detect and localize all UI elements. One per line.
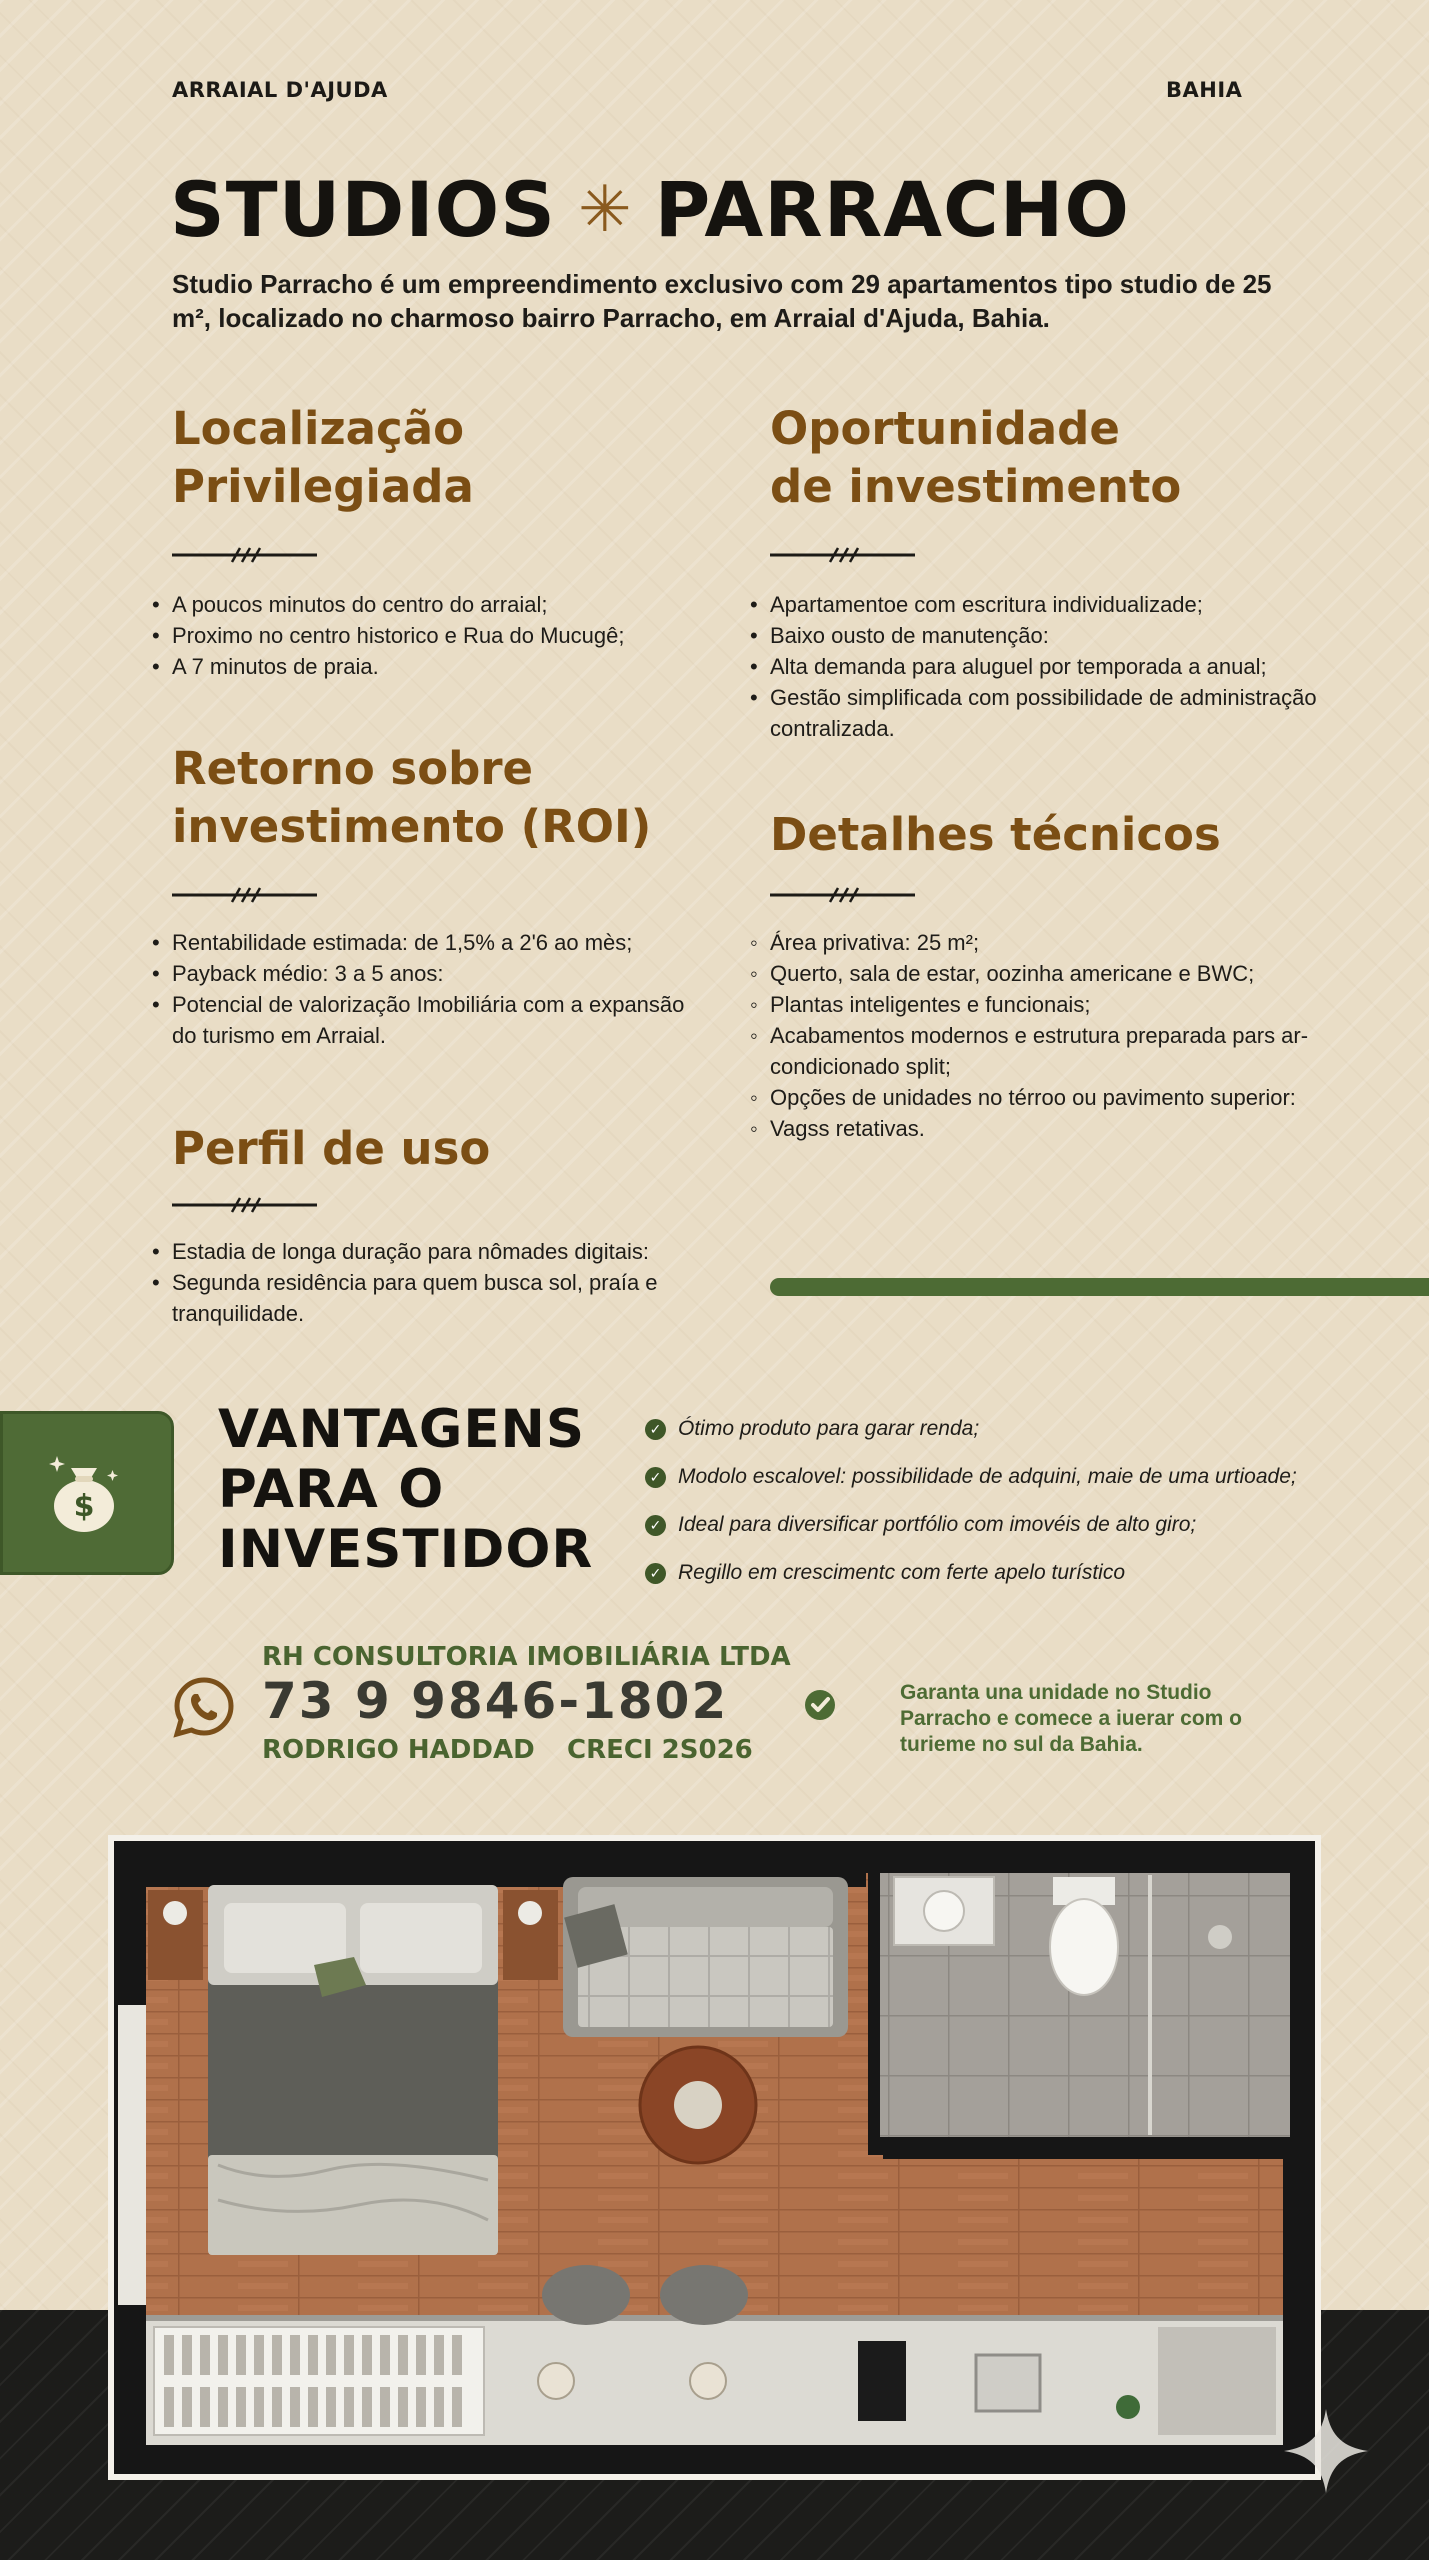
vantagens-title [218,1400,593,1580]
list-item [645,1549,1425,1597]
title-part-1: STUDIOS [170,165,556,254]
section-divider [770,545,915,565]
page-title [170,165,1130,254]
list-item [645,1453,1425,1501]
localizacao-list [152,589,752,682]
section-title [770,400,1370,516]
creci-number: CRECI 2S026 [567,1735,753,1765]
list-item: • Rentabilidade estimada: de 1,5% a 2'6 ao mès; [152,927,712,958]
section-title-line: investimento (ROI) [172,800,652,853]
sparkle-icon [1280,2405,1372,2497]
call-to-action: Garanta una unidade no Studio Parracho e comece a iuerar com o turieme no sul da Bahia. [900,1681,1242,1756]
detalhes-list [750,927,1310,1144]
section-localizacao [172,400,732,516]
starburst-icon: ✳ [578,172,633,247]
check-badge-icon [803,1688,837,1722]
section-oportunidade [770,400,1370,516]
list-item: ◦ Acabamentos modernos e estrutura preparada pars ar-condicionado split; [750,1020,1310,1082]
list-item: • Estadia de longa duração para nômades digitais: [152,1236,712,1267]
list-item: • Proximo no centro historico e Rua do Mucugê; [152,620,752,651]
section-divider [172,1195,317,1215]
list-item: • Apartamentoe com escritura individualizade; [750,589,1410,620]
list-item: • Segunda residência para quem busca sol, praía e tranquilidade. [152,1267,712,1329]
vantagens-list [645,1405,1425,1597]
location-left-label: ARRAIAL D'AJUDA [172,78,388,102]
title-part-2: PARRACHO [654,165,1131,254]
section-title-line: Oportunidade [770,402,1120,455]
money-bag-badge [0,1411,174,1575]
list-item: • Alta demanda para aluguel por temporada a anual; [750,651,1410,682]
phone-number[interactable]: 73 9 9846-1802 [262,1672,729,1730]
list-item: ◦ Área privativa: 25 m²; [750,927,1310,958]
floor-plan-illustration [108,1835,1321,2480]
accent-bar [770,1278,1429,1296]
list-item: • A poucos minutos do centro do arraial; [152,589,752,620]
section-title-line: Retorno sobre [172,742,534,795]
company-name: RH CONSULTORIA IMOBILIÁRIA LTDA [262,1642,791,1672]
section-title [172,400,732,516]
list-item: • Gestão simplificada com possibilidade de administração contralizada. [750,682,1410,744]
list-item-text: Regillo em crescimentc com ferte apelo turístico [678,1561,1125,1584]
check-circle-icon: ✓ [645,1563,666,1584]
section-perfil-title: Perfil de uso [172,1122,491,1175]
section-divider [770,885,915,905]
dollar-glyph: $ [73,1489,95,1524]
list-item: • Potencial de valorização Imobiliária com a expansão do turismo em Arraial. [152,989,712,1051]
check-circle-icon: ✓ [645,1467,666,1488]
section-title-line: Localização [172,402,464,455]
section-retorno [172,740,752,856]
whatsapp-icon[interactable] [172,1675,236,1739]
vantagens-title-line: VANTAGENS [218,1399,586,1460]
section-title-line: Privilegiada [172,460,474,513]
list-item: • A 7 minutos de praia. [152,651,752,682]
section-divider [172,885,317,905]
list-item: • Baixo ousto de manutenção: [750,620,1410,651]
section-divider [172,545,317,565]
agent-name: RODRIGO HADDAD [262,1735,535,1765]
list-item-text: Ideal para diversificar portfólio com imovéis de alto giro; [678,1513,1197,1536]
check-circle-icon: ✓ [645,1419,666,1440]
vantagens-title-line: PARA O [218,1459,445,1520]
list-item: ◦ Opções de unidades no térroo ou pavimento superior: [750,1082,1310,1113]
list-item-text: Modolo escalovel: possibilidade de adquini, maie de uma urtioade; [678,1465,1297,1488]
check-circle-icon: ✓ [645,1515,666,1536]
list-item: ◦ Plantas inteligentes e funcionais; [750,989,1310,1020]
location-right-label: BAHIA [1166,78,1243,102]
list-item-text: Ótimo produto para garar renda; [678,1417,980,1440]
list-item: • Payback médio: 3 a 5 anos: [152,958,712,989]
oportunidade-list [750,589,1410,744]
list-item: ◦ Vagss retativas. [750,1113,1310,1144]
list-item [645,1405,1425,1453]
money-bag-icon [45,1454,123,1534]
perfil-list [152,1236,712,1329]
vantagens-title-line: INVESTIDOR [218,1519,594,1580]
list-item [645,1501,1425,1549]
section-detalhes-title: Detalhes técnicos [770,808,1221,861]
list-item: ◦ Querto, sala de estar, oozinha americane e BWC; [750,958,1310,989]
intro-paragraph: Studio Parracho é um empreendimento exclusivo com 29 apartamentos tipo studio de 25 m², localizado no charmoso bairro Parracho, em Arraial d'Ajuda, Bahia. [172,269,1272,333]
section-title [172,740,752,856]
retorno-list [152,927,712,1051]
section-title-line: de investimento [770,460,1182,513]
